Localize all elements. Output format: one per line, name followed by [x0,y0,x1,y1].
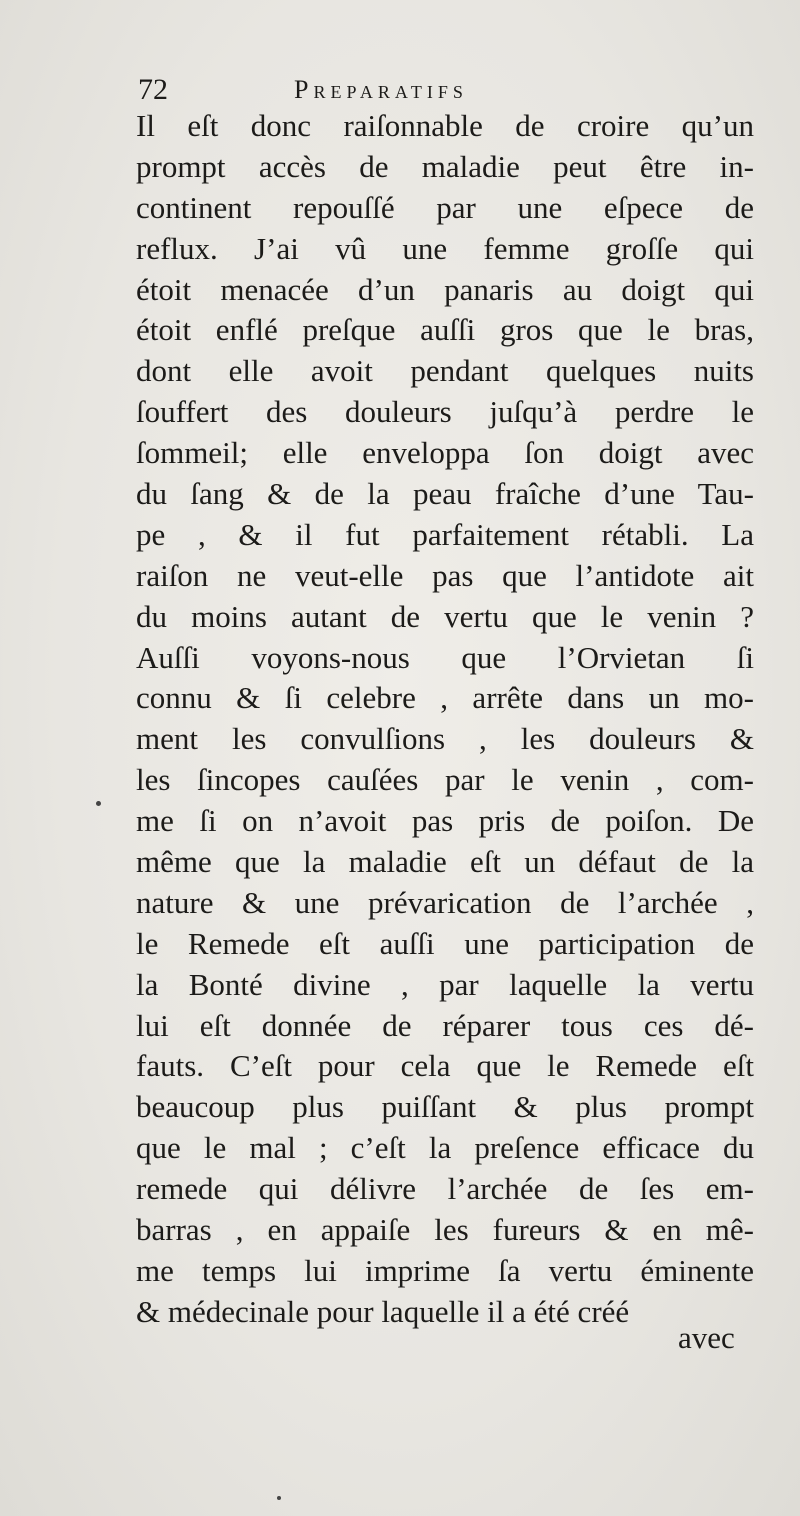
text-line: fauts. C’eſt pour cela que le Remede eſt [136,1048,754,1084]
text-line: & médecinale pour laquelle il a été créé [136,1293,630,1329]
body-text [136,106,754,1333]
ink-speck [96,801,101,806]
page-number: 72 [138,73,168,106]
text-line: Il eſt donc raiſonnable de croire qu’un [136,108,754,143]
text-line: dont elle avoit pendant quelques nuits [136,353,754,389]
text-line: même que la maladie eſt un défaut de la [136,844,754,880]
page-header [138,70,758,110]
text-line: me ſi on n’avoit pas pris de poiſon. De [136,803,754,839]
text-line: que le mal ; c’eſt la preſence efficace du [136,1130,754,1166]
text-line: me temps lui imprime ſa vertu éminente [136,1252,754,1288]
catchword: avec [678,1320,735,1355]
text-line: étoit enflé preſque auſſi gros que le bras, [136,312,754,348]
text-line: connu & ſi celebre , arrête dans un mo- [136,680,754,716]
ink-speck [277,1496,281,1500]
text-line: les ſincopes cauſées par le venin , com- [136,762,754,798]
text-line: Auſſi voyons-nous que l’Orvietan ſi [136,639,754,675]
text-line: barras , en appaiſe les fureurs & en mê- [136,1212,754,1248]
text-line: ſouffert des douleurs juſqu’à perdre le [136,394,754,430]
text-line: nature & une prévarication de l’archée , [136,884,754,920]
text-line: ſommeil; elle enveloppa ſon doigt avec [136,435,754,471]
running-head: Preparatifs [294,75,468,104]
text-line: prompt accès de maladie peut être in- [136,148,754,184]
text-line: du moins autant de vertu que le venin ? [136,598,754,634]
text-line: raiſon ne veut-elle pas que l’antidote ait [136,557,754,593]
text-line: continent repouſſé par une eſpece de [136,189,754,225]
text-line: reflux. J’ai vû une femme groſſe qui [136,230,754,266]
text-line: étoit menacée d’un panaris au doigt qui [136,271,754,307]
text-line: ment les convulſions , les douleurs & [136,721,754,757]
text-line: du ſang & de la peau fraîche d’une Tau- [136,476,754,512]
text-line: la Bonté divine , par laquelle la vertu [136,966,754,1002]
text-line: beaucoup plus puiſſant & plus prompt [136,1089,754,1125]
text-line: remede qui délivre l’archée de ſes em- [136,1171,754,1207]
text-line: le Remede eſt auſſi une participation de [136,925,754,961]
text-line: pe , & il fut parfaitement rétabli. La [136,516,754,552]
text-line: lui eſt donnée de réparer tous ces dé- [136,1007,754,1043]
